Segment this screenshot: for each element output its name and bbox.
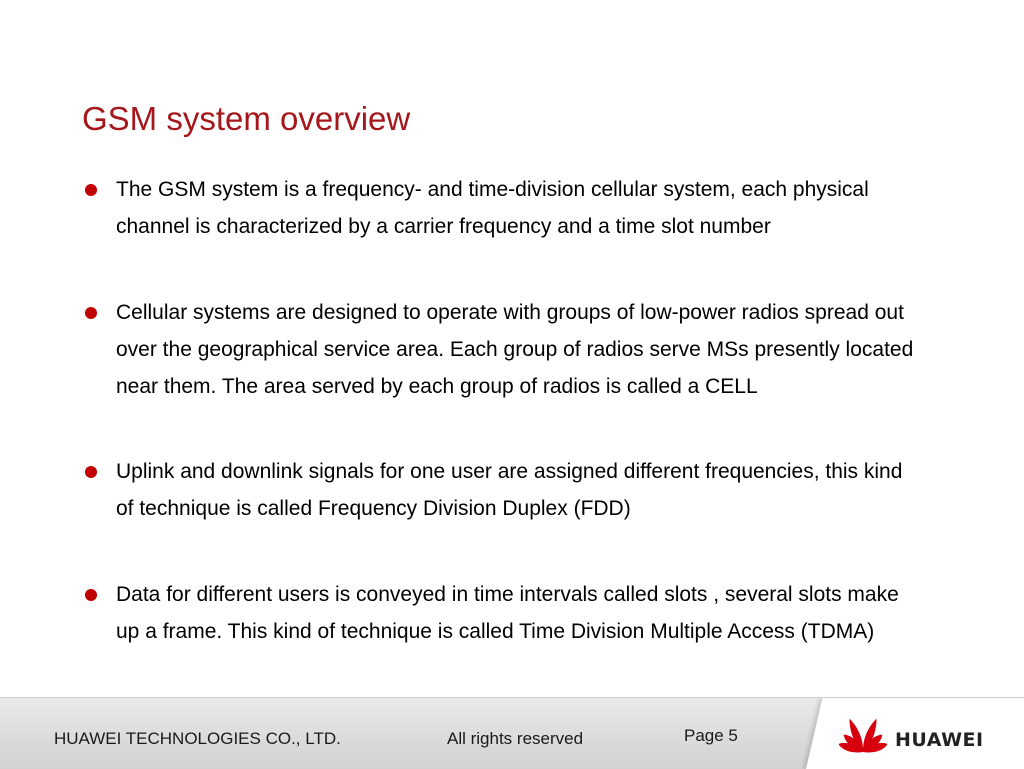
bullet-text: Cellular systems are designed to operate with groups of low-power radios spread out over the geographical service area. Each group of radios serve MSs presently located near them. The area served by each group of radios is called a CELL [116, 301, 914, 398]
bullet-text: Uplink and downlink signals for one user are assigned different frequencies, this kind of technique is called Frequency Division Duplex (FDD) [116, 460, 903, 520]
bullet-item [116, 453, 922, 527]
logo-wordmark: HUAWEI [895, 729, 984, 751]
bullet-item [116, 171, 922, 245]
bullet-dot-icon [85, 466, 97, 478]
bullet-text: The GSM system is a frequency- and time-division cellular system, each physical channel is characterized by a carrier frequency and a time slot number [116, 178, 869, 238]
footer-company: HUAWEI TECHNOLOGIES CO., LTD. [54, 729, 341, 748]
bullet-text: Data for different users is conveyed in time intervals called slots , several slots make up a frame. This kind of technique is called Time Division Multiple Access (TDMA) [116, 583, 899, 643]
page-number: Page 5 [684, 726, 738, 745]
huawei-petal-logo-icon [839, 713, 887, 753]
bullet-dot-icon [85, 184, 97, 196]
footer-rights: All rights reserved [447, 729, 584, 748]
slide-title: GSM system overview [82, 100, 411, 137]
bullet-item [116, 294, 922, 405]
bullet-item [116, 576, 922, 650]
bullet-dot-icon [85, 589, 97, 601]
bullet-dot-icon [85, 307, 97, 319]
